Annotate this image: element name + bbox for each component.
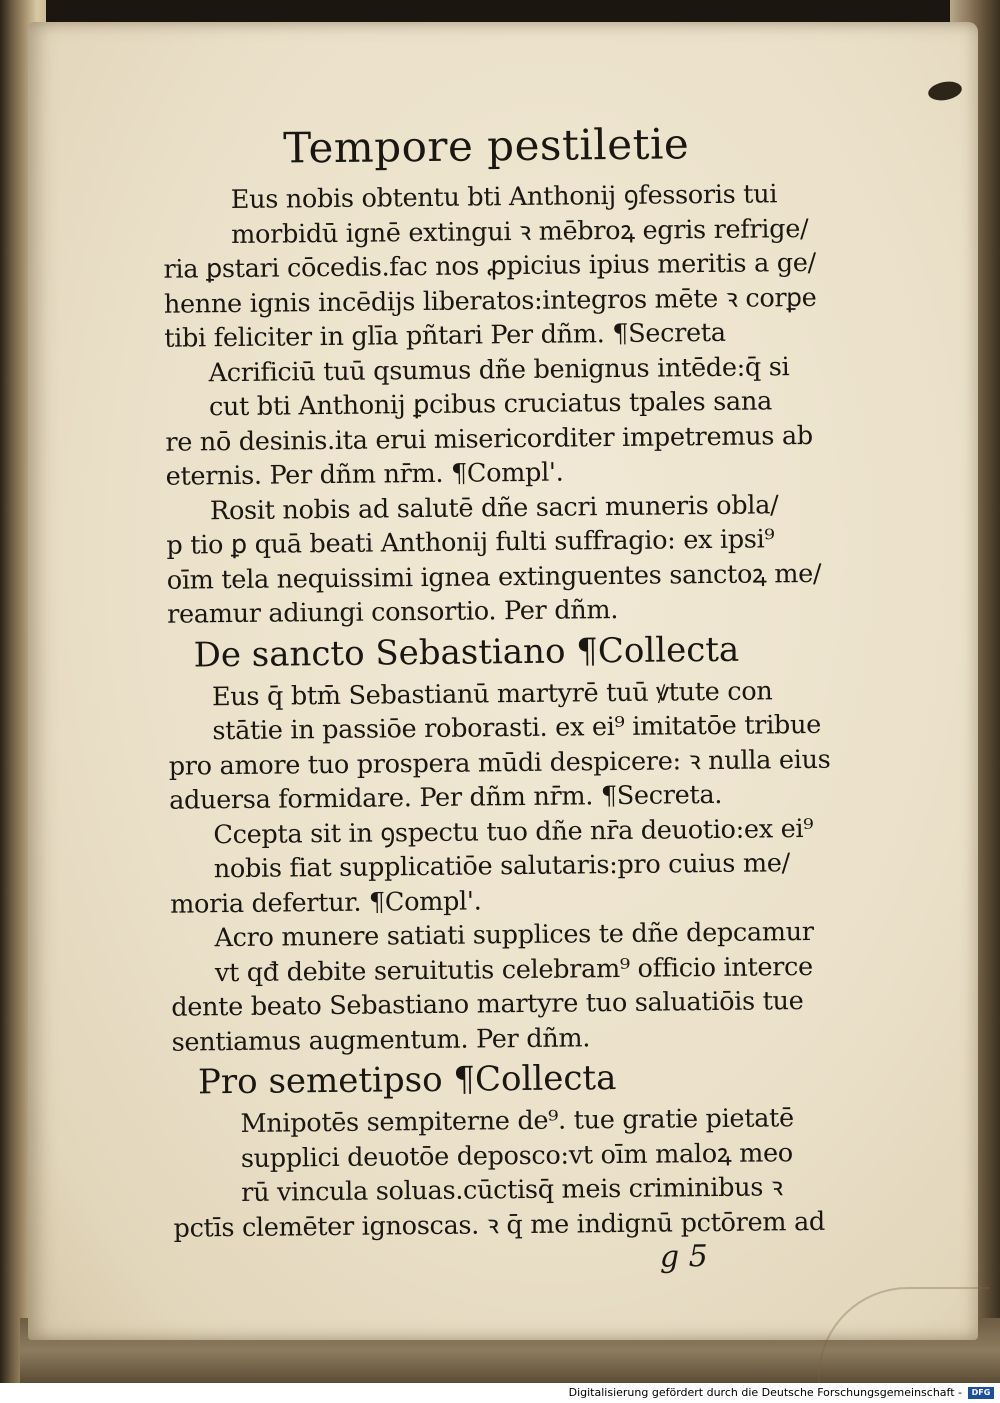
text-line: Eus q̄ btm̄ Sebastianū martyrē tuū ꝟtute con bbox=[211, 675, 773, 712]
book-page bbox=[28, 22, 978, 1340]
text-line: aduersa formidare. Per dñm nr̄m. ¶Secreta. bbox=[168, 779, 723, 816]
text-line: oīm tela nequissimi ignea extinguentes sanctoꝝ me/ bbox=[166, 558, 822, 596]
text-line: ria ꝑstari cōcedis.fac nos ꝓpicius ipius meritis a ge/ bbox=[163, 247, 817, 285]
text-line: tibi feliciter in glīa pñtari Per dñm. ¶Secreta bbox=[164, 317, 726, 354]
text-line: Acrificiū tuū qsumus dñe benignus intēde:q̄ si bbox=[208, 351, 790, 388]
text-line: nobis fiat supplicatiōe salutaris:pro cuius me/ bbox=[213, 848, 791, 885]
funding-credit: Digitalisierung gefördert durch die Deutsche Forschungsgemeinschaft - bbox=[568, 1386, 962, 1399]
text-line: p tio ꝑ quā beati Anthonij fulti suffragio: ex ipsi⁹ bbox=[166, 524, 775, 561]
text-line: Ccepta sit in ꝯspectu tuo dñe nr̄a deuotio:ex ei⁹ bbox=[213, 813, 814, 850]
text-line: re nō desinis.ita erui misericorditer impetremus ab bbox=[165, 420, 813, 458]
text-line: dente beato Sebastiano martyre tuo saluatiōis tue bbox=[171, 986, 804, 1023]
page-title: Tempore pestiletie bbox=[283, 119, 690, 173]
ink-stain bbox=[927, 79, 964, 103]
text-line: supplici deuotōe deposco:vt oīm maloꝝ meo bbox=[240, 1137, 794, 1174]
text-line: morbidū ignē extingui ꝛ mēbroꝝ egris refrige/ bbox=[231, 213, 809, 250]
text-line: Acro munere satiati supplices te dñe depcamur bbox=[214, 916, 814, 954]
text-block bbox=[138, 114, 870, 1279]
text-line: moria defertur. ¶Compl'. bbox=[170, 885, 482, 920]
text-line: stātie in passiōe roborasti. ex ei⁹ imitatōe tribue bbox=[212, 709, 822, 747]
text-line: rū vincula soluas.cūctisq̄ meis criminibus ꝛ bbox=[241, 1172, 783, 1208]
text-line: Mnipotēs sempiterne de⁹. tue gratie pietatē bbox=[240, 1103, 794, 1139]
footer-bar bbox=[0, 1383, 1000, 1403]
text-line: reamur adiungi consortio. Per dñm. bbox=[167, 595, 619, 630]
text-line: eternis. Per dñm nr̄m. ¶Compl'. bbox=[165, 457, 564, 492]
text-line: henne ignis incēdijs liberatos:integros mēte ꝛ corꝑe bbox=[163, 282, 817, 320]
signature-mark: g 5 bbox=[659, 1239, 708, 1275]
text-line: sentiamus augmentum. Per dñm. bbox=[171, 1022, 591, 1058]
text-line: Rosit nobis ad salutē dñe sacri muneris obla/ bbox=[209, 489, 779, 526]
section-heading-semetipso: Pro semetipso ¶Collecta bbox=[197, 1058, 617, 1103]
text-line: pctīs clemēter ignoscas. ꝛ q̄ me indignū pctōrem ad bbox=[173, 1206, 826, 1244]
section-heading-sebastian: De sancto Sebastiano ¶Collecta bbox=[193, 629, 740, 675]
page-corner-curl bbox=[818, 1287, 990, 1383]
text-line: cut bti Anthonij ꝑcibus cruciatus tpales sana bbox=[208, 386, 773, 423]
text-line: Eus nobis obtentu bti Anthonij ꝯfessoris tui bbox=[230, 179, 778, 216]
dfg-logo-icon: DFG bbox=[968, 1387, 994, 1399]
text-line: vt qđ debite seruitutis celebram⁹ officio interce bbox=[214, 951, 814, 988]
text-line: pro amore tuo prospera mūdi despicere: ꝛ nulla eius bbox=[168, 744, 831, 782]
